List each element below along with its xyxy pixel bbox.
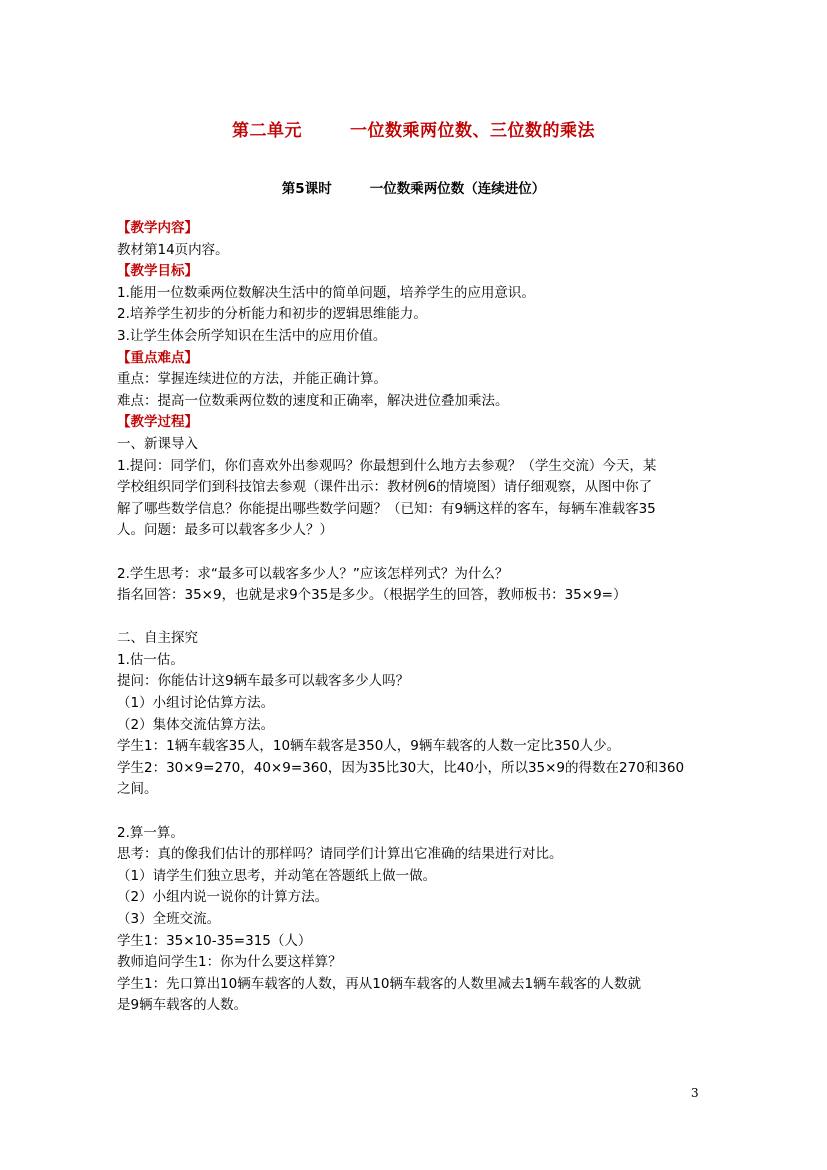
- body-line: 指名回答：35×9，也就是求9个35是多少。（根据学生的回答，教师板书：35×9=）: [117, 587, 627, 604]
- body-line: 教师追问学生1：你为什么要这样算？: [117, 954, 342, 971]
- body-line: 1.估一估。: [117, 651, 184, 668]
- document-body: [117, 218, 709, 1017]
- page-number: 3: [691, 1086, 699, 1100]
- body-line: 学生2：30×9=270，40×9=360，因为35比30大，比40小，所以35×9的得数在270和360: [117, 759, 685, 776]
- body-line: 3.让学生体会所学知识在生活中的应用价值。: [117, 327, 387, 344]
- lesson-title: [0, 177, 827, 197]
- body-line: 学校组织同学们到科技馆去参观（课件出示：教材例6的情境图）请仔细观察，从图中你了: [117, 479, 653, 496]
- section-heading: 【教学目标】: [117, 263, 198, 280]
- body-line: 1.能用一位数乘两位数解决生活中的简单问题，培养学生的应用意识。: [117, 284, 535, 301]
- body-line: 解了哪些数学信息？你能提出哪些数学问题？（已知：有9辆这样的客车，每辆车准载客35: [117, 500, 656, 517]
- body-line: 提问：你能估计这9辆车最多可以载客多少人吗？: [117, 673, 410, 690]
- lesson-title-label: 第5课时: [281, 181, 332, 197]
- body-line: （2）集体交流估算方法。: [117, 716, 275, 733]
- body-line: 学生1：先口算出10辆车载客的人数，再从10辆车载客的人数里减去1辆车载客的人数就: [117, 975, 642, 992]
- body-line: （3）全班交流。: [117, 911, 221, 927]
- body-line: 学生1：1辆车载客35人，10辆车载客是350人，9辆车载客的人数一定比350人少。: [117, 738, 621, 755]
- body-line: 一、新课导入: [117, 435, 198, 452]
- body-line: 重点：掌握连续进位的方法，并能正确计算。: [117, 371, 387, 388]
- body-line: 1.提问：同学们，你们喜欢外出参观吗？你最想到什么地方去参观？（学生交流）今天，某: [117, 457, 657, 474]
- body-line: 二、自主探究: [117, 630, 198, 647]
- section-heading: 【重点难点】: [117, 349, 198, 366]
- body-line: 2.培养学生初步的分析能力和初步的逻辑思维能力。: [117, 306, 427, 323]
- section-heading: 【教学过程】: [117, 414, 198, 431]
- body-line: 思考：真的像我们估计的那样吗？请同学们计算出它准确的结果进行对比。: [117, 846, 563, 863]
- blank-line: [117, 801, 709, 823]
- body-line: （1）小组讨论估算方法。: [117, 695, 275, 712]
- body-line: 是9辆车载客的人数。: [117, 997, 248, 1014]
- body-line: 之间。: [117, 781, 158, 798]
- body-line: （1）请学生们独立思考，并动笔在答题纸上做一做。: [117, 867, 437, 884]
- body-line: 教材第14页内容。: [117, 241, 229, 258]
- body-line: 学生1：35×10-35=315（人）: [117, 932, 312, 949]
- blank-line: [117, 607, 709, 629]
- unit-title: [0, 116, 827, 141]
- body-line: 2.算一算。: [117, 824, 184, 841]
- body-line: 人。问题：最多可以载客多少人？）: [117, 522, 333, 539]
- section-heading: 【教学内容】: [117, 220, 198, 236]
- blank-line: [117, 542, 709, 564]
- unit-title-topic: 一位数乘两位数、三位数的乘法: [350, 121, 595, 141]
- body-line: 难点：提高一位数乘两位数的速度和正确率，解决进位叠加乘法。: [117, 392, 509, 409]
- body-line: 2.学生思考：求“最多可以载客多少人？”应该怎样列式？为什么？: [117, 565, 509, 582]
- unit-title-label: 第二单元: [232, 121, 302, 141]
- body-line: （2）小组内说一说你的计算方法。: [117, 889, 329, 906]
- lesson-title-topic: 一位数乘两位数（连续进位）: [369, 181, 546, 197]
